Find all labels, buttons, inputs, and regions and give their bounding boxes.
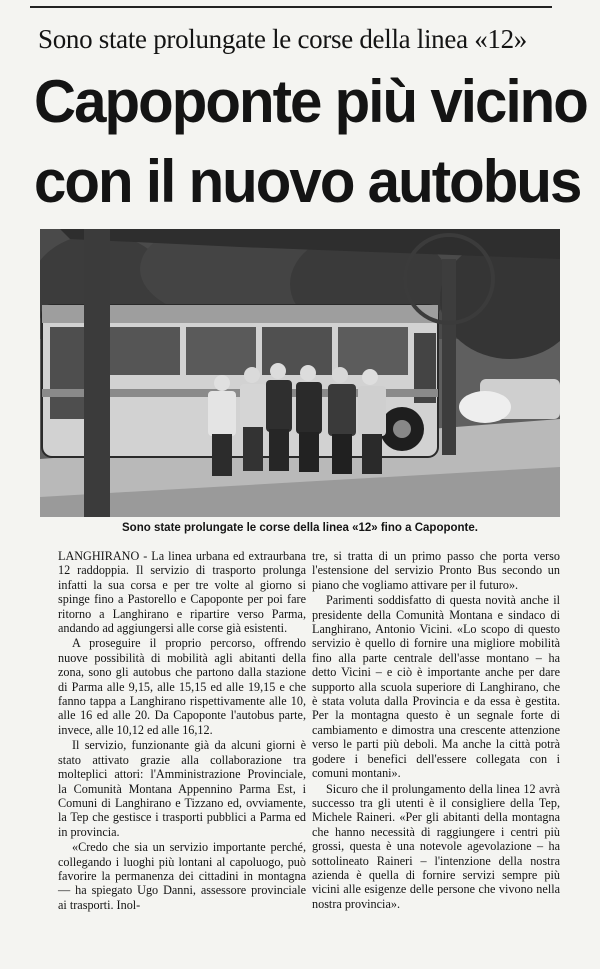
headline-line-2: con il nuovo autobus: [34, 148, 581, 215]
paragraph: «Credo che sia un servizio importante perché, collegando i luoghi più lontani al capoluogo, può favorire la permanenza dei cittadini in montagna — ha spiegato Ugo Danni, assessore provinciale ai trasporti. Inol-: [58, 840, 306, 912]
headline-line-1: Capoponte più vicino: [34, 68, 587, 135]
photo-caption: Sono state prolungate le corse della linea «12» fino a Capoponte.: [122, 522, 478, 534]
paragraph: Sicuro che il prolungamento della linea 12 avrà successo tra gli utenti è il consigliere della Tep, Michele Raineri. «Per gli abitanti della montagna che hanno necessità di raggiungere i centri più grossi, questa è una notevole agevolazione – ha sottolineato Raineri – l'intenzione della nostra azienda è quella di fornire servizi sempre più vicini alle esigenze delle persone che vivono nella nostra provincia».: [312, 781, 560, 911]
paragraph: A proseguire il proprio percorso, offrendo nuove possibilità di mobilità agli abitanti della zona, sono gli autobus che partono dalla stazione di Parma alle 9,15, alle 15,15 ed alle 19,15 e che fanno tappa a Langhirano rispettivamente alle 10, alle 16 ed alle 20. Da Capoponte l'autobus parte, invece, alle 10,12 ed alle 16,12.: [58, 636, 306, 737]
paragraph: Parimenti soddisfatto di questa novità anche il presidente della Comunità Montana e sindaco di Langhirano, Antonio Vicini. «Lo scopo di questo servizio è quello di fornire una migliore mobilità fino alla parte centrale dell'asse montano – ha detto Vicini – e ciò è importante anche per dare supporto alla scuola superiore di Langhirano, che è stata voluta dalla Provincia e da essa è gestita. Per la montagna questo è un segnale forte di cambiamento e dimostra una crescente attenzione verso le parti più deboli. Ma anche la città potrà godere i benefici dell'essere collegata con i comuni montani».: [312, 593, 560, 781]
body-column-left: [58, 549, 306, 913]
top-rule: [30, 6, 552, 8]
bus-photo-illustration: [40, 229, 560, 517]
paragraph: LANGHIRANO - La linea urbana ed extraurbana 12 raddoppia. Il servizio di trasporto prolunga infatti la sua corsa e per tre volte al giorno si spinge fino a Pastorello e Capoponte per poi fare ritorno a Langhirano e ripartire verso Parma, andando ad aggiungersi alle corse già esistenti.: [58, 549, 306, 636]
body-column-right: [312, 549, 560, 912]
article-headline: [34, 62, 587, 222]
bus-photo: [40, 229, 560, 517]
paragraph: Il servizio, funzionante già da alcuni giorni è stato attivato grazie alla collaborazione tra molteplici attori: l'Amministrazione Provinciale, la Comunità Montana Appennino Parma Est, i Comuni di Langhirano e Tizzano ed, ovviamente, la Tep che gestisce i trasporti pubblici a Parma ed in provincia.: [58, 738, 306, 839]
paragraph: tre, si tratta di un primo passo che porta verso l'estensione del servizio Pronto Bus secondo un piano che vogliamo attivare per il futuro».: [312, 549, 560, 592]
article-kicker: Sono state prolungate le corse della linea «12»: [38, 24, 527, 54]
